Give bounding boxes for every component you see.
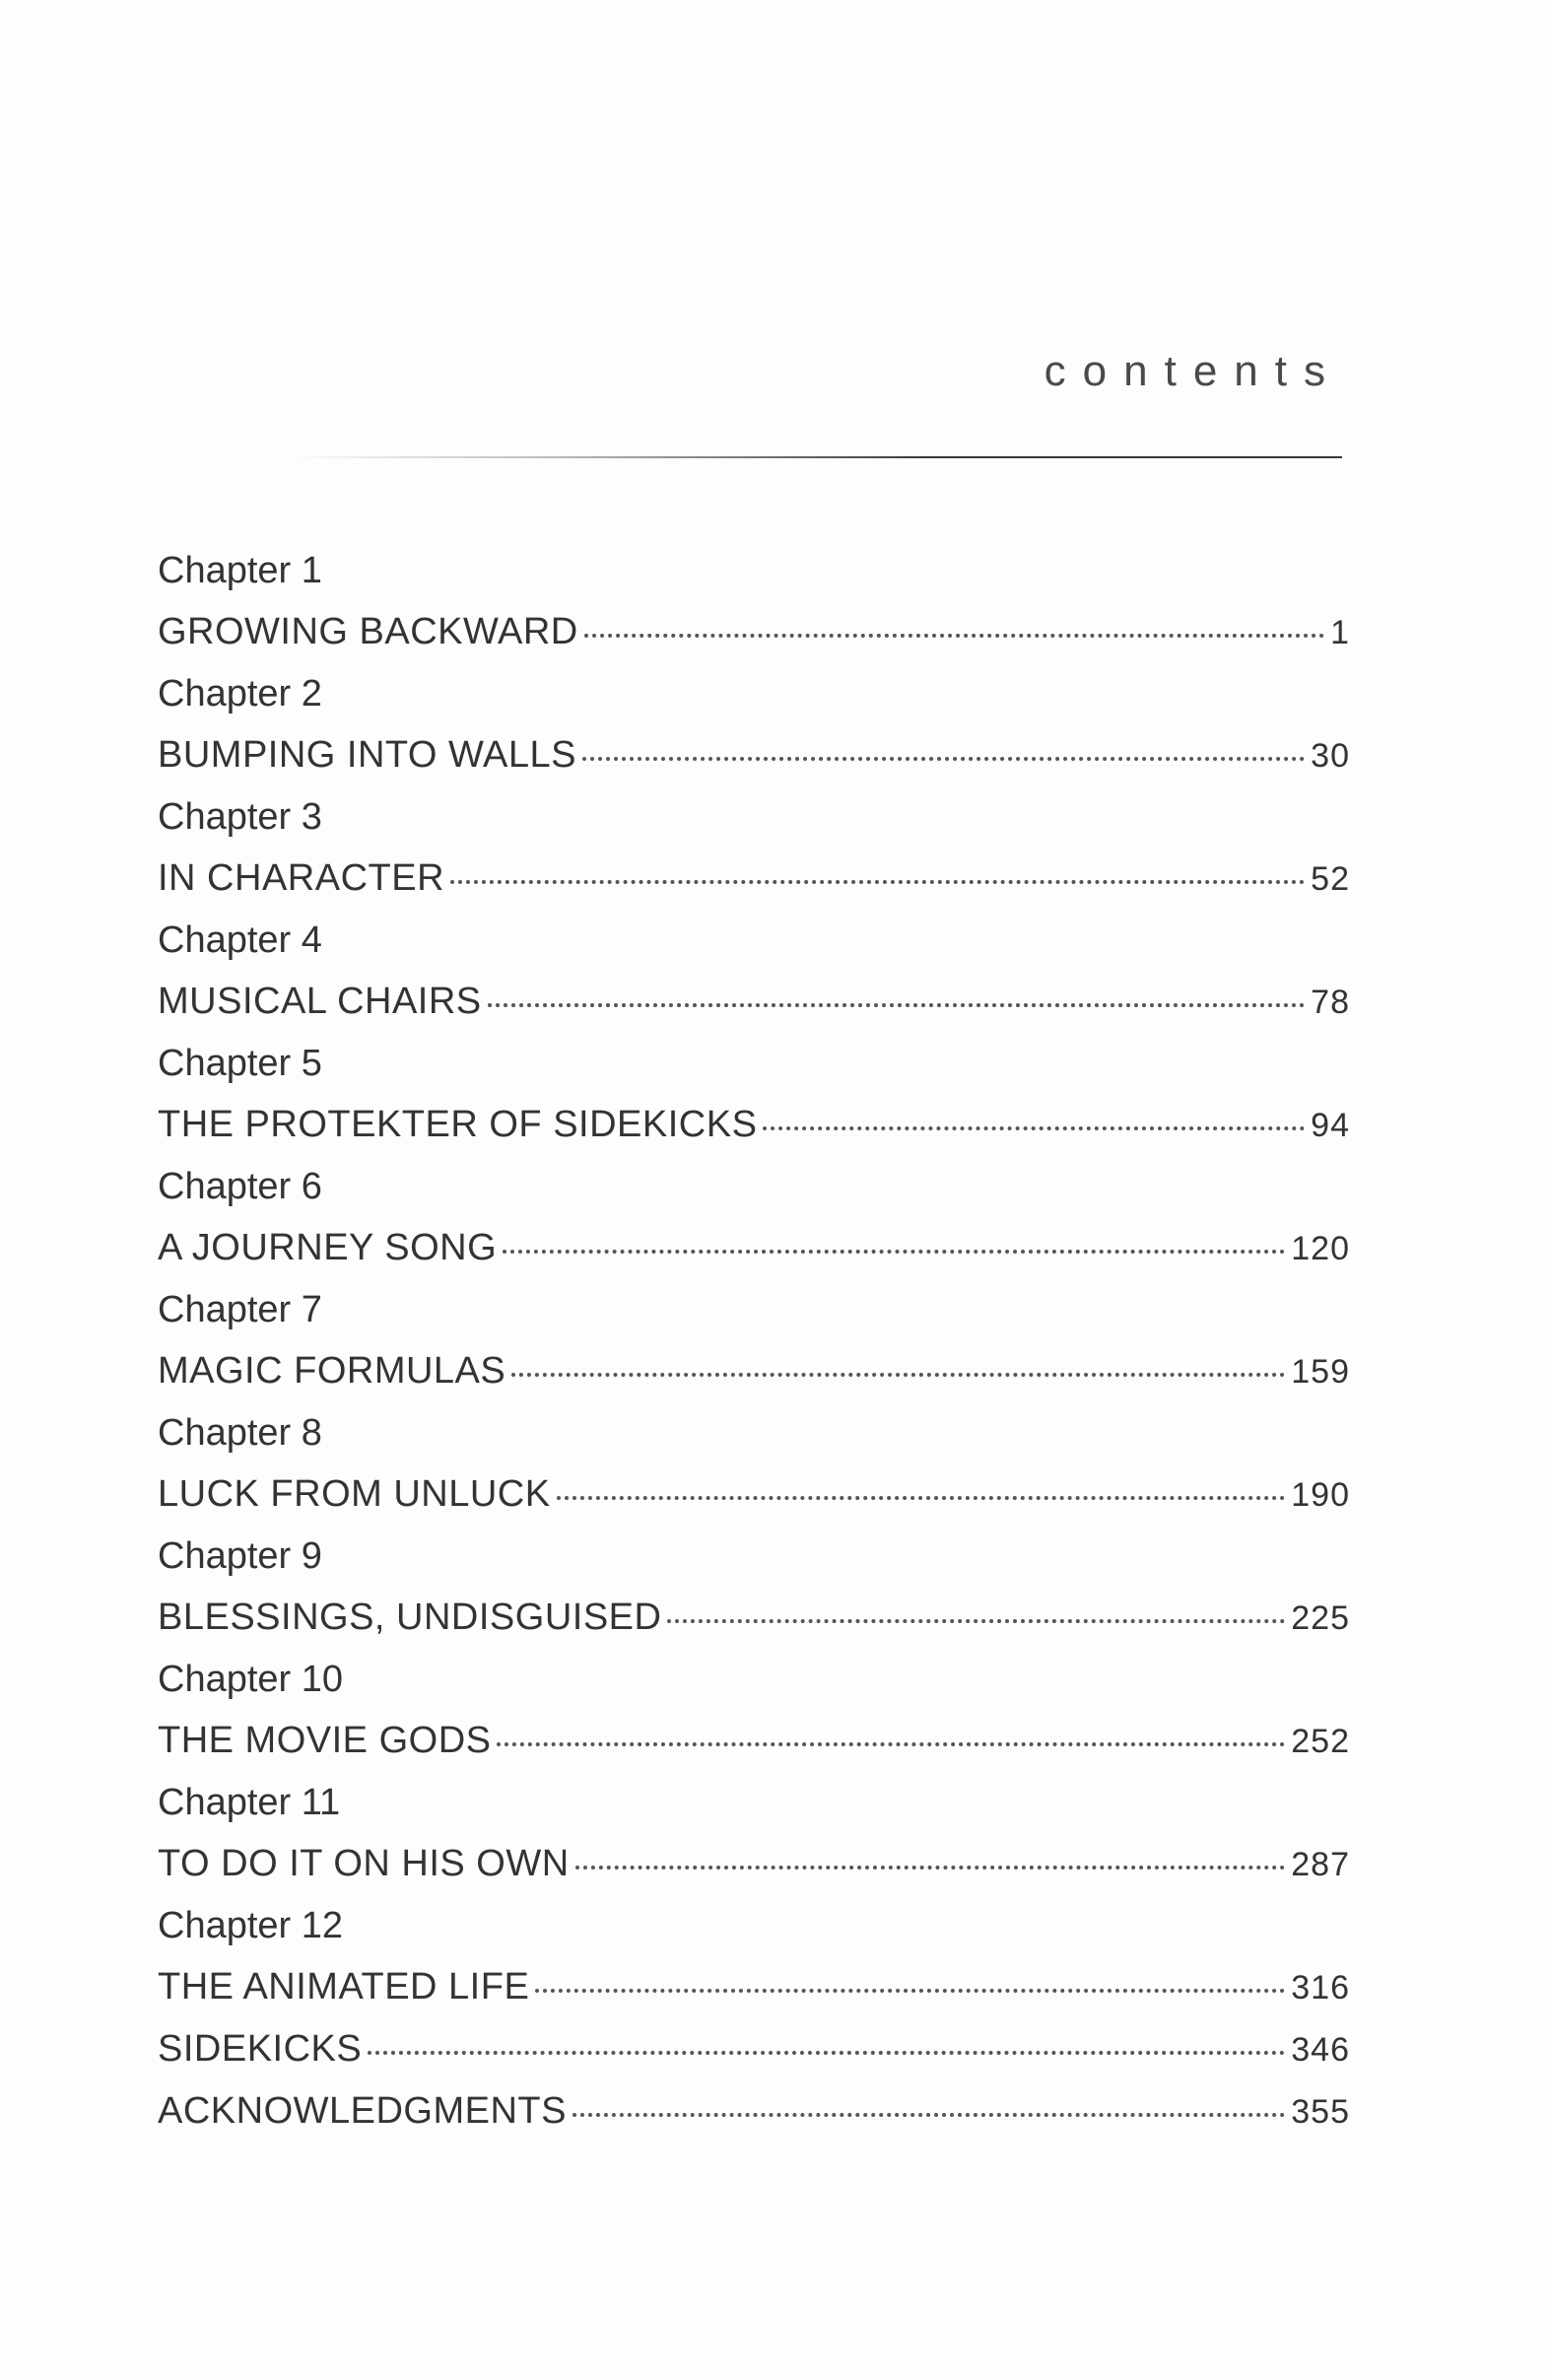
page-number: 287 bbox=[1291, 1846, 1350, 1883]
dot-leader bbox=[488, 1003, 1306, 1007]
chapter-label: Chapter 10 bbox=[158, 1659, 344, 1700]
toc-entry[interactable] bbox=[158, 1833, 1350, 1895]
table-of-contents bbox=[158, 540, 1350, 2142]
chapter-label: Chapter 7 bbox=[158, 1289, 322, 1330]
entry-title: BLESSINGS, UNDISGUISED bbox=[158, 1597, 662, 1638]
page-number: 190 bbox=[1291, 1476, 1350, 1514]
dot-leader bbox=[535, 1989, 1285, 1993]
entry-title: A JOURNEY SONG bbox=[158, 1227, 498, 1268]
page-number: 94 bbox=[1311, 1107, 1350, 1144]
page-number: 225 bbox=[1291, 1599, 1350, 1637]
page-number: 316 bbox=[1291, 1969, 1350, 2006]
page-number: 355 bbox=[1291, 2093, 1350, 2131]
toc-entry[interactable] bbox=[158, 724, 1350, 786]
entry-title: THE MOVIE GODS bbox=[158, 1720, 492, 1761]
chapter-label: Chapter 9 bbox=[158, 1535, 322, 1577]
toc-entry[interactable] bbox=[158, 848, 1350, 910]
entry-title: THE ANIMATED LIFE bbox=[158, 1966, 530, 2007]
toc-entry[interactable] bbox=[158, 2018, 1350, 2080]
toc-entry[interactable] bbox=[158, 1463, 1350, 1526]
entry-title: ACKNOWLEDGMENTS bbox=[158, 2090, 567, 2132]
toc-entry[interactable] bbox=[158, 1956, 1350, 2018]
dot-leader bbox=[582, 757, 1305, 761]
chapter-label: Chapter 5 bbox=[158, 1043, 322, 1084]
page-number: 78 bbox=[1311, 984, 1350, 1021]
dot-leader bbox=[667, 1619, 1285, 1623]
page-number: 159 bbox=[1291, 1353, 1350, 1391]
toc-entry[interactable] bbox=[158, 1094, 1350, 1156]
chapter-label: Chapter 4 bbox=[158, 919, 322, 961]
chapter-label: Chapter 2 bbox=[158, 673, 322, 714]
toc-entry[interactable] bbox=[158, 1340, 1350, 1402]
dot-leader bbox=[503, 1250, 1285, 1254]
entry-title: BUMPING INTO WALLS bbox=[158, 734, 576, 776]
dot-leader bbox=[450, 880, 1305, 884]
entry-title: TO DO IT ON HIS OWN bbox=[158, 1843, 570, 1884]
dot-leader bbox=[368, 2051, 1285, 2055]
toc-entry[interactable] bbox=[158, 1587, 1350, 1649]
dot-leader bbox=[763, 1126, 1305, 1130]
chapter-label: Chapter 8 bbox=[158, 1412, 322, 1454]
page-number: 252 bbox=[1291, 1723, 1350, 1760]
entry-title: LUCK FROM UNLUCK bbox=[158, 1473, 551, 1515]
entry-title: THE PROTEKTER OF SIDEKICKS bbox=[158, 1104, 758, 1145]
chapter-label: Chapter 12 bbox=[158, 1905, 344, 1946]
chapter-label: Chapter 1 bbox=[158, 550, 322, 591]
chapter-label: Chapter 11 bbox=[158, 1782, 341, 1823]
page-number: 1 bbox=[1330, 614, 1350, 651]
chapter-label: Chapter 6 bbox=[158, 1166, 322, 1207]
entry-title: SIDEKICKS bbox=[158, 2028, 363, 2070]
entry-title: IN CHARACTER bbox=[158, 857, 445, 899]
entry-title: GROWING BACKWARD bbox=[158, 611, 578, 652]
title-divider bbox=[292, 456, 1342, 458]
toc-entry[interactable] bbox=[158, 2080, 1350, 2142]
page-title: contents bbox=[1044, 347, 1342, 395]
entry-title: MAGIC FORMULAS bbox=[158, 1350, 506, 1392]
page-number: 52 bbox=[1311, 860, 1350, 898]
page-number: 346 bbox=[1291, 2031, 1350, 2069]
dot-leader bbox=[575, 1866, 1286, 1870]
toc-entry[interactable] bbox=[158, 1710, 1350, 1772]
toc-entry[interactable] bbox=[158, 1217, 1350, 1279]
page-number: 120 bbox=[1291, 1230, 1350, 1267]
chapter-label: Chapter 3 bbox=[158, 796, 322, 838]
toc-entry[interactable] bbox=[158, 971, 1350, 1033]
dot-leader bbox=[511, 1373, 1285, 1377]
page-number: 30 bbox=[1311, 737, 1350, 775]
toc-entry[interactable] bbox=[158, 601, 1350, 663]
dot-leader bbox=[573, 2113, 1285, 2117]
dot-leader bbox=[497, 1742, 1285, 1746]
entry-title: MUSICAL CHAIRS bbox=[158, 981, 482, 1022]
dot-leader bbox=[584, 634, 1324, 638]
dot-leader bbox=[557, 1496, 1286, 1500]
